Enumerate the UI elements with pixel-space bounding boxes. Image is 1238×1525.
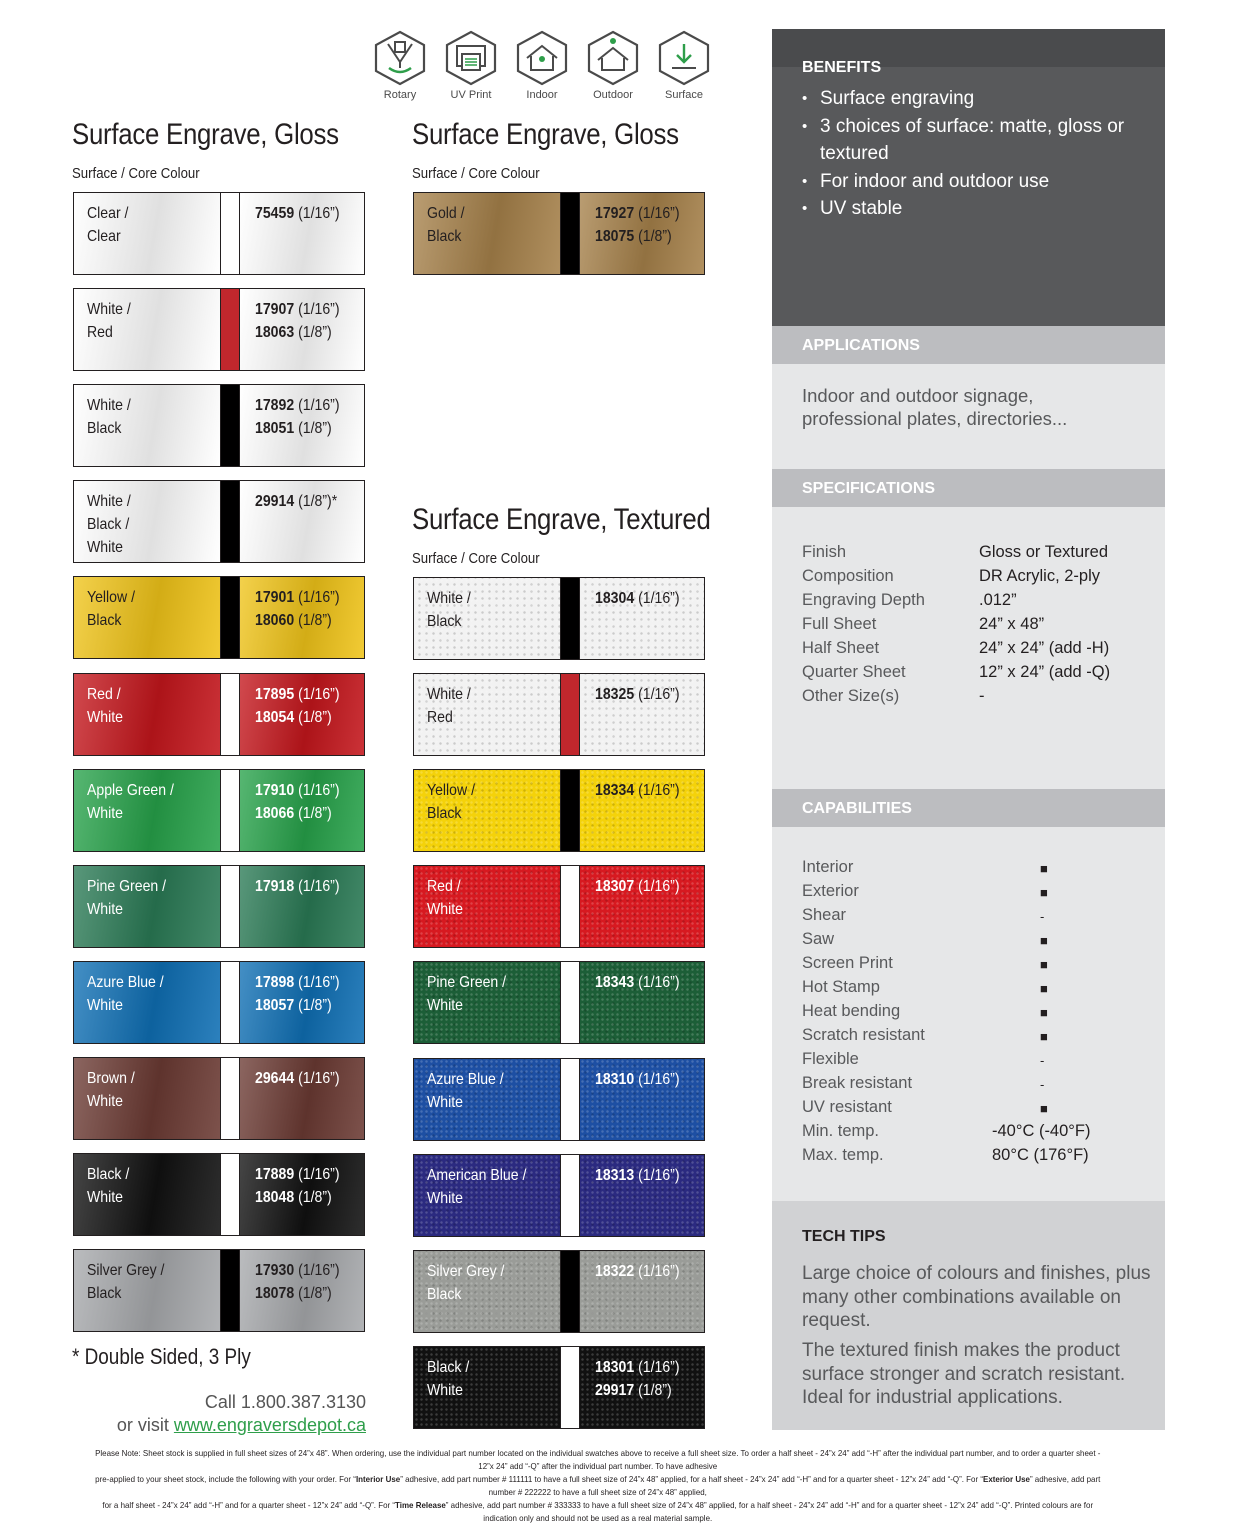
col1-title: Surface Engrave, Gloss <box>72 118 339 151</box>
swatch-core <box>220 193 240 274</box>
swatch-name: White / Red <box>427 686 471 727</box>
part-number: 18054 <box>255 708 295 726</box>
contact-visit <box>72 1415 366 1436</box>
capability-value: ■ <box>1040 1029 1048 1044</box>
fine-print <box>88 1447 1108 1525</box>
part-number: 18078 <box>255 1285 295 1303</box>
swatch-core <box>220 674 240 755</box>
swatch-core <box>220 289 240 370</box>
fine-print-line <box>88 1447 1108 1473</box>
specifications-panel <box>772 507 1165 789</box>
capability-value: ■ <box>1040 957 1048 972</box>
part-number: 75459 <box>255 205 295 222</box>
icon-label-uv-print: UV Print <box>450 89 492 101</box>
fine-print-segment: Please Note: Sheet stock is supplied in full sheet sizes of 24”x 48”. When ordering, use the individual part number located on the individual swatches above to receive a full sheet size. To order a half sheet - 24”x 24” add “-H” after the individual part number, and to order a quarter sheet - 12”x 24” add “-Q” after the individual part number. To have adhesive <box>95 1448 1101 1471</box>
swatch <box>413 1346 705 1429</box>
swatch-core <box>560 1059 580 1140</box>
spec-label: Half Sheet <box>802 639 880 657</box>
part-number: 18051 <box>255 420 295 438</box>
swatch-codes <box>595 1356 680 1402</box>
col1-subtitle: Surface / Core Colour <box>72 165 200 182</box>
part-thickness: (1/16”) <box>294 1262 340 1280</box>
part-thickness: (1/16”) <box>294 589 340 607</box>
swatch <box>413 865 705 948</box>
swatch-name: Silver Grey / Black <box>87 1262 165 1303</box>
swatch-codes <box>595 587 680 610</box>
swatch-core <box>560 1155 580 1236</box>
spec-label: Composition <box>802 567 894 585</box>
spec-value: Gloss or Textured <box>979 543 1109 561</box>
icon-rotary <box>372 30 428 101</box>
part-thickness: (1/16”) <box>634 782 680 800</box>
capability-value: ■ <box>1040 1005 1048 1020</box>
swatch-codes <box>255 1163 340 1209</box>
swatch <box>413 577 705 660</box>
swatch <box>73 480 365 563</box>
part-number: 18307 <box>595 878 635 896</box>
icon-label-rotary: Rotary <box>383 89 417 101</box>
part-number: 29644 <box>255 1069 295 1087</box>
swatch <box>413 192 705 275</box>
swatch-core <box>560 193 580 274</box>
part-thickness: (1/16”) <box>294 1166 340 1183</box>
icon-indoor <box>514 30 570 101</box>
capability-value: - <box>1040 909 1045 924</box>
part-thickness: (1/16”) <box>634 1070 680 1088</box>
swatch-name: White / Black <box>427 590 471 630</box>
swatch-core <box>560 770 580 851</box>
swatch-name: Black / White <box>87 1166 130 1206</box>
part-number: 17910 <box>255 781 295 799</box>
capability-label: Flexible <box>802 1050 859 1068</box>
swatch-name: Red / White <box>427 878 463 919</box>
fine-print-segment: ” adhesive, add part number # 333333 to have a full sheet size of 24”x 48” applied, for a half sheet - 24”x 24” add “-H” and for a quarter sheet - 12”x 24” add “-Q”. Printed colours are for indication only and should not be used as a real material sample. <box>445 1500 1094 1523</box>
capability-value: - <box>1040 1053 1045 1068</box>
benefits-panel <box>772 29 1165 326</box>
applications-header <box>772 326 1165 364</box>
fine-print-segment: ” adhesive, add part number # 111111 to have a full sheet size of 24”x 48” applied, for a half sheet - 24”x 24” add “-H” and for a quarter sheet - 12”x 24” add “-Q”. For “ <box>400 1474 984 1484</box>
benefit-item: • 3 choices of surface: matte, gloss or textured <box>802 113 1162 168</box>
part-thickness: (1/16”) <box>634 1166 680 1184</box>
capability-label: Exterior <box>802 882 859 900</box>
part-number: 18048 <box>255 1189 295 1206</box>
swatch-name: Red / White <box>87 685 123 726</box>
spec-label: Full Sheet <box>802 615 877 633</box>
outdoor-icon <box>586 30 640 86</box>
benefit-item: • UV stable <box>802 195 1162 223</box>
part-thickness: (1/16”) <box>294 397 340 415</box>
part-thickness: (1/8”) <box>294 708 332 726</box>
part-thickness: (1/16”) <box>294 877 340 895</box>
swatch-name: American Blue / White <box>427 1166 527 1207</box>
swatch-codes <box>255 394 340 440</box>
capability-value: ■ <box>1040 1101 1048 1116</box>
swatch-codes <box>595 779 680 802</box>
spec-label: Other Size(s) <box>802 687 900 705</box>
icon-uv-print <box>443 30 499 101</box>
part-number: 17907 <box>255 301 295 319</box>
part-number: 18057 <box>255 996 295 1014</box>
capability-label: Interior <box>802 858 854 876</box>
part-thickness: (1/16”) <box>294 205 340 222</box>
double-sided-note: * Double Sided, 3 Ply <box>72 1344 251 1369</box>
swatch <box>413 1058 705 1141</box>
capability-label: UV resistant <box>802 1098 892 1116</box>
part-thickness: (1/16”) <box>634 205 680 222</box>
swatch <box>73 1249 365 1332</box>
fine-print-segment: pre-applied to your sheet stock, include the following with your order. For “ <box>95 1474 356 1484</box>
part-thickness: (1/8”) <box>294 996 332 1014</box>
capability-value: ■ <box>1040 885 1048 900</box>
icon-surface <box>656 30 712 101</box>
spec-label: Finish <box>802 543 847 561</box>
applications-line-1: Indoor and outdoor signage, <box>802 385 1034 406</box>
col3-subtitle: Surface / Core Colour <box>412 550 540 567</box>
swatch <box>73 769 365 852</box>
specifications-header <box>772 469 1165 507</box>
tech-tips-panel <box>772 1201 1165 1430</box>
part-thickness: (1/16”) <box>634 1262 680 1280</box>
capabilities-panel <box>772 827 1165 1201</box>
spec-label: Engraving Depth <box>802 591 925 609</box>
part-number: 18075 <box>595 228 635 245</box>
swatch-name: Pine Green / White <box>87 877 167 918</box>
spec-value: 24” x 48” <box>979 615 1045 633</box>
part-thickness: (1/8”) <box>294 420 332 438</box>
part-number: 17892 <box>255 397 295 415</box>
spec-value: - <box>979 687 985 705</box>
part-thickness: (1/16”) <box>634 1358 680 1376</box>
swatch-codes <box>255 779 340 825</box>
swatch-name: Gold / Black <box>427 205 465 245</box>
swatch <box>73 1057 365 1140</box>
part-thickness: (1/16”) <box>634 974 680 992</box>
swatch <box>413 1250 705 1333</box>
swatch-name: White / Black <box>87 397 131 438</box>
benefit-item: • Surface engraving <box>802 85 1162 113</box>
capability-label: Heat bending <box>802 1002 901 1020</box>
spec-label: Quarter Sheet <box>802 663 906 681</box>
applications-heading: APPLICATIONS <box>802 337 920 354</box>
col3-title: Surface Engrave, Textured <box>412 503 711 536</box>
swatch-core <box>220 481 240 562</box>
tech-tips-heading: TECH TIPS <box>802 1228 886 1245</box>
swatch-name: Silver Grey / Black <box>427 1262 505 1303</box>
website-link[interactable]: www.engraversdepot.ca <box>173 1415 366 1435</box>
part-number: 18304 <box>595 590 635 607</box>
spec-value: DR Acrylic, 2-ply <box>979 567 1101 585</box>
swatch-codes <box>255 971 340 1017</box>
swatch-core <box>220 1250 240 1331</box>
tech-tips-paragraph-1: Large choice of colours and finishes, plus many other combinations available on request. <box>802 1263 1151 1331</box>
part-number: 18343 <box>595 974 635 992</box>
swatch-codes <box>255 1259 340 1305</box>
part-number: 18066 <box>255 804 295 822</box>
fine-print-segment: Interior Use <box>355 1474 401 1484</box>
capability-label: Saw <box>802 930 835 948</box>
swatch <box>73 288 365 371</box>
contact-visit-prefix: or visit <box>116 1415 174 1435</box>
uv-print-icon <box>444 30 498 86</box>
benefits-list <box>772 85 1162 223</box>
part-number: 18301 <box>595 1358 635 1376</box>
surface-icon <box>657 30 711 86</box>
part-number: 18313 <box>595 1166 635 1184</box>
swatch-core <box>560 962 580 1043</box>
part-number: 17927 <box>595 205 635 222</box>
swatch-codes <box>595 1164 680 1187</box>
swatch-codes <box>595 1260 680 1283</box>
capability-value: ■ <box>1040 861 1048 876</box>
capabilities-header <box>772 789 1165 827</box>
spec-value: .012” <box>979 591 1017 609</box>
rotary-icon <box>373 30 427 86</box>
swatch <box>413 769 705 852</box>
swatch-core <box>220 1058 240 1139</box>
capability-value: -40°C (-40°F) <box>992 1122 1091 1140</box>
part-number: 17918 <box>255 877 295 895</box>
swatch-core <box>220 962 240 1043</box>
swatch-codes <box>255 875 340 898</box>
part-thickness: (1/8”) <box>294 804 332 822</box>
swatch-codes <box>595 971 680 994</box>
capability-label: Shear <box>802 906 847 924</box>
swatch-name: Azure Blue / White <box>427 1070 504 1111</box>
swatch-name: Brown / White <box>87 1069 135 1110</box>
swatch <box>73 192 365 275</box>
swatch-core <box>220 385 240 466</box>
swatch-codes <box>255 202 340 225</box>
icon-outdoor <box>585 30 641 101</box>
swatch-name: Azure Blue / White <box>87 973 164 1014</box>
swatch-codes <box>595 1068 680 1091</box>
swatch-core <box>560 674 580 755</box>
swatch-name: Yellow / Black <box>87 589 136 630</box>
swatch <box>73 961 365 1044</box>
part-number: 18322 <box>595 1262 635 1280</box>
swatch <box>413 673 705 756</box>
part-thickness: (1/8”)* <box>294 493 338 511</box>
capability-value: - <box>1040 1077 1045 1092</box>
applications-line-2: professional plates, directories... <box>802 408 1068 429</box>
part-thickness: (1/16”) <box>634 878 680 896</box>
swatch <box>73 1153 365 1236</box>
part-thickness: (1/8”) <box>294 612 332 630</box>
swatch-codes <box>255 586 340 632</box>
part-number: 29914 <box>255 493 295 511</box>
swatch <box>413 1154 705 1237</box>
part-thickness: (1/16”) <box>294 1069 340 1087</box>
fine-print-segment: Time Release <box>395 1500 446 1510</box>
swatch-core <box>560 578 580 659</box>
part-number: 17930 <box>255 1262 295 1280</box>
icon-label-indoor: Indoor <box>526 89 558 101</box>
swatch <box>73 865 365 948</box>
capability-label: Max. temp. <box>802 1146 884 1164</box>
part-number: 17898 <box>255 973 295 991</box>
part-thickness: (1/16”) <box>294 301 340 319</box>
part-thickness: (1/16”) <box>294 781 340 799</box>
part-number: 18060 <box>255 612 295 630</box>
part-number: 29917 <box>595 1381 635 1399</box>
part-number: 17889 <box>255 1166 295 1183</box>
icon-label-outdoor: Outdoor <box>593 89 633 101</box>
swatch-core <box>560 1347 580 1428</box>
swatch-core <box>220 577 240 658</box>
part-thickness: (1/16”) <box>294 973 340 991</box>
swatch-name: Black / White <box>427 1358 470 1399</box>
fine-print-line <box>88 1499 1108 1525</box>
capability-label: Scratch resistant <box>802 1026 925 1044</box>
swatch-codes <box>255 683 340 729</box>
swatch-name: Pine Green / White <box>427 974 507 1015</box>
capability-value: ■ <box>1040 933 1048 948</box>
part-thickness: (1/8”) <box>294 324 332 342</box>
part-number: 17895 <box>255 685 295 703</box>
spec-value: 24” x 24” (add -H) <box>979 639 1110 657</box>
swatch-codes <box>595 202 680 248</box>
swatch <box>73 384 365 467</box>
benefits-heading: BENEFITS <box>802 59 882 76</box>
swatch-name: White / Black / White <box>87 493 131 557</box>
capability-label: Min. temp. <box>802 1122 880 1140</box>
part-number: 18334 <box>595 782 635 800</box>
icon-label-surface: Surface <box>665 89 703 101</box>
fine-print-line <box>88 1473 1108 1499</box>
swatch <box>73 576 365 659</box>
swatch-name: Apple Green / White <box>87 781 174 822</box>
swatch <box>73 673 365 756</box>
swatch-core <box>220 1154 240 1235</box>
spec-value: 12” x 24” (add -Q) <box>979 663 1111 681</box>
part-number: 18310 <box>595 1070 635 1088</box>
swatch-core <box>220 770 240 851</box>
part-thickness: (1/16”) <box>634 686 680 704</box>
part-thickness: (1/16”) <box>634 590 680 607</box>
col2-subtitle: Surface / Core Colour <box>412 165 540 182</box>
swatch-codes <box>255 490 337 513</box>
col2-title: Surface Engrave, Gloss <box>412 118 679 151</box>
fine-print-segment: Exterior Use <box>983 1474 1030 1484</box>
contact-call: Call 1.800.387.3130 <box>204 1392 366 1412</box>
capability-label: Screen Print <box>802 954 893 972</box>
swatch-codes <box>595 683 680 706</box>
swatch-codes <box>255 1067 340 1090</box>
feature-icons <box>372 30 712 105</box>
capability-value: ■ <box>1040 981 1048 996</box>
part-number: 18325 <box>595 686 635 704</box>
fine-print-segment: for a half sheet - 24”x 24” add “-H” and for a quarter sheet - 12”x 24” add “-Q”. For “ <box>102 1500 396 1510</box>
swatch <box>413 961 705 1044</box>
part-thickness: (1/16”) <box>294 685 340 703</box>
specifications-heading: SPECIFICATIONS <box>802 480 936 497</box>
swatch-core <box>560 1251 580 1332</box>
capability-label: Break resistant <box>802 1074 913 1092</box>
applications-panel <box>772 364 1165 469</box>
swatch-name: White / Red <box>87 301 131 342</box>
benefit-item: • For indoor and outdoor use <box>802 168 1162 196</box>
fine-print-segment: ” adhesive, add part number # 222222 to have a full sheet size of 24”x 48” applied, <box>488 1474 1101 1497</box>
tech-tips-paragraph-2: The textured finish makes the product surface stronger and scratch resistant. Ideal for industrial applications. <box>802 1340 1126 1408</box>
swatch-name: Yellow / Black <box>427 782 476 823</box>
swatch-codes <box>255 298 340 344</box>
indoor-icon <box>515 30 569 86</box>
swatch-core <box>220 866 240 947</box>
swatch-codes <box>595 875 680 898</box>
capability-label: Hot Stamp <box>802 978 880 996</box>
swatch-name: Clear / Clear <box>87 205 129 245</box>
swatch-core <box>560 866 580 947</box>
part-number: 18063 <box>255 324 295 342</box>
part-thickness: (1/8”) <box>294 1285 332 1303</box>
capability-value: 80°C (176°F) <box>992 1146 1089 1164</box>
part-thickness: (1/8”) <box>294 1189 332 1206</box>
part-thickness: (1/8”) <box>634 1381 672 1399</box>
capabilities-heading: CAPABILITIES <box>802 800 912 817</box>
part-number: 17901 <box>255 589 295 607</box>
part-thickness: (1/8”) <box>634 228 672 245</box>
